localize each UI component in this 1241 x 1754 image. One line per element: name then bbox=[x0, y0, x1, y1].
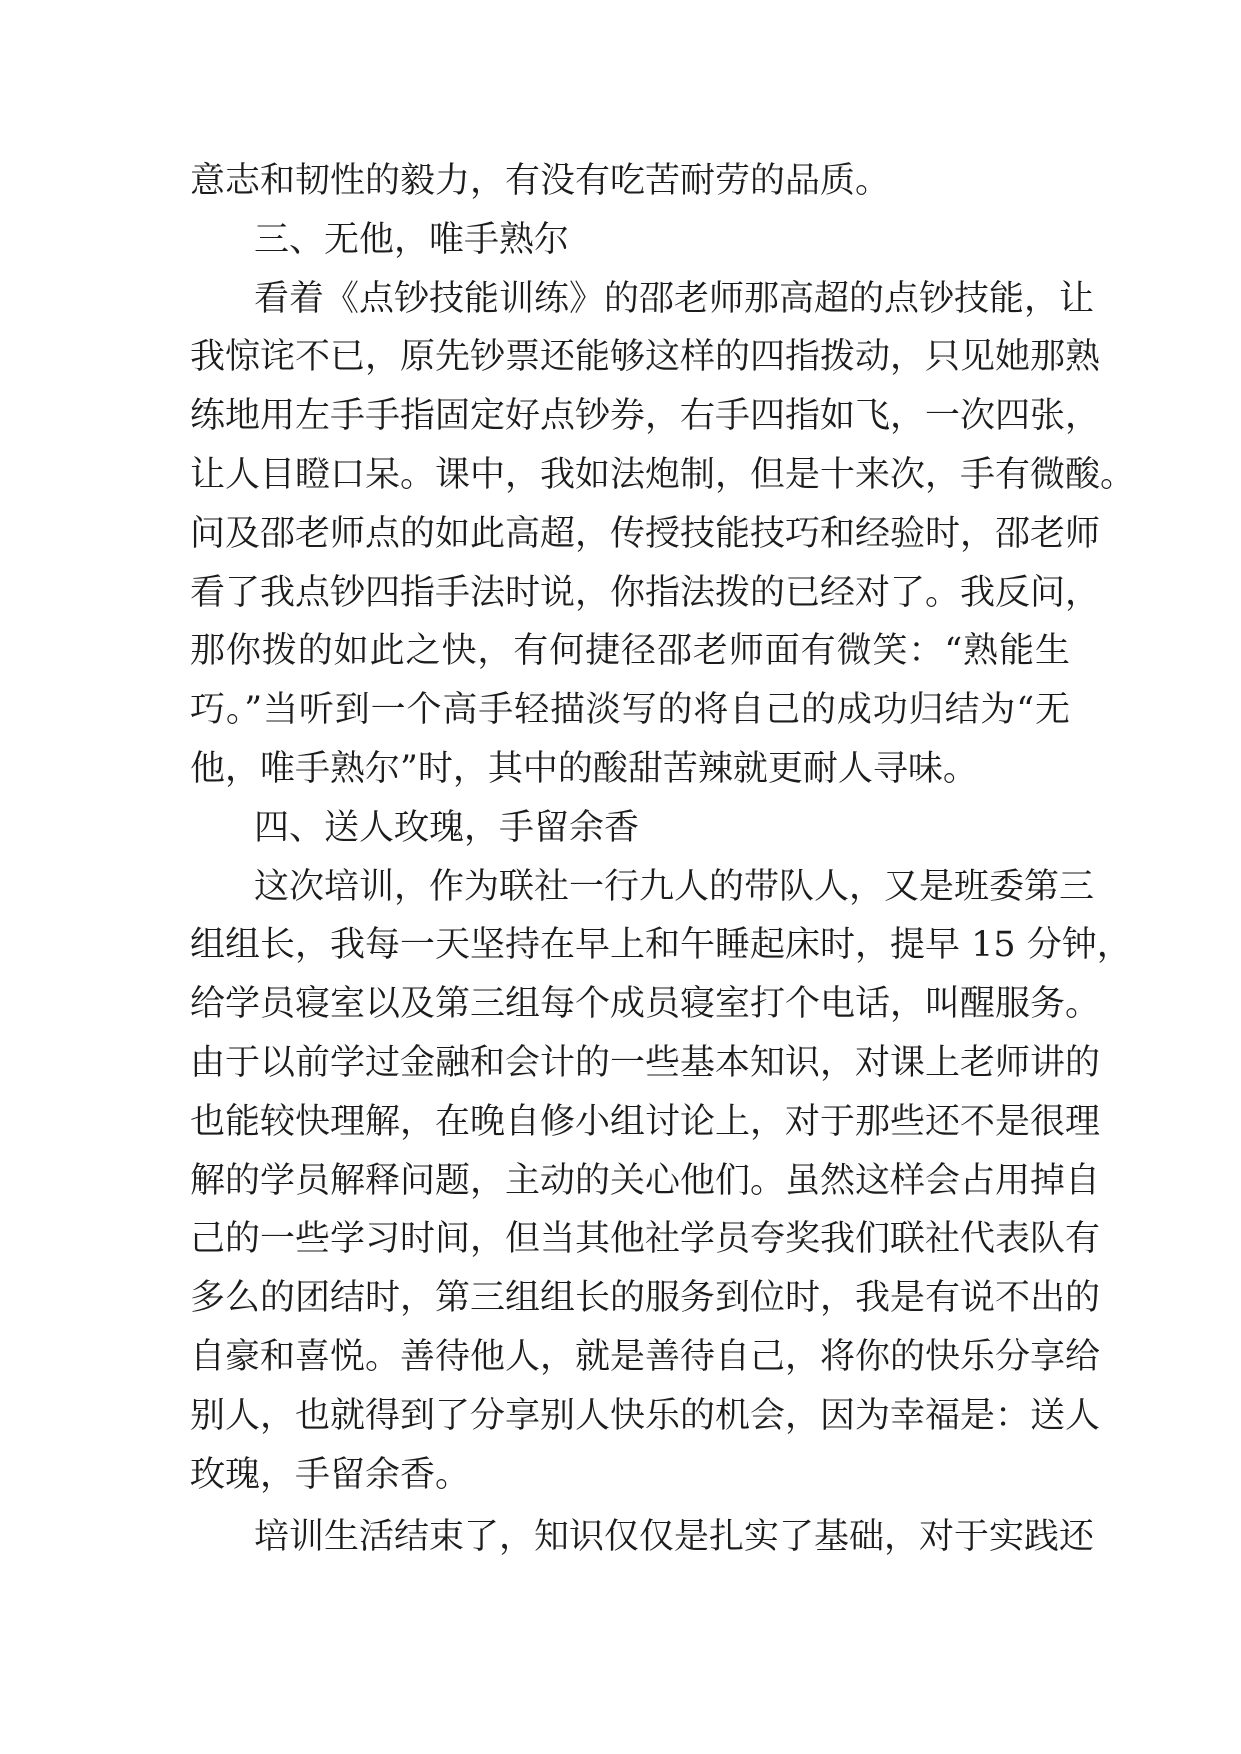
paragraph-line: 那你拨的如此之快，有何捷径邵老师面有微笑：“熟能生 bbox=[190, 631, 1070, 672]
paragraph-line: 己的一些学习时间，但当其他社学员夸奖我们联社代表队有 bbox=[190, 1219, 1101, 1260]
paragraph-line: 别人，也就得到了分享别人快乐的机会，因为幸福是：送人 bbox=[190, 1395, 1101, 1436]
paragraph-line: 问及邵老师点的如此高超，传授技能技巧和经验时，邵老师 bbox=[190, 513, 1101, 554]
paragraph-line: 由于以前学过金融和会计的一些基本知识，对课上老师讲的 bbox=[190, 1042, 1101, 1083]
paragraph-line: 巧。”当听到一个高手轻描淡写的将自己的成功归结为“无 bbox=[190, 690, 1070, 731]
paragraph-line: 我惊诧不已，原先钞票还能够这样的四指拨动，只见她那熟 bbox=[190, 337, 1101, 378]
paragraph-line: 练地用左手手指固定好点钞券，右手四指如飞，一次四张， bbox=[190, 396, 1101, 437]
paragraph-line: 组组长，我每一天坚持在早上和午睡起床时，提早 15 分钟， bbox=[190, 925, 1132, 966]
section-heading-3: 三、无他，唯手熟尔 bbox=[254, 219, 570, 260]
paragraph-line: 给学员寝室以及第三组每个成员寝室打个电话，叫醒服务。 bbox=[190, 984, 1101, 1025]
paragraph-line: 培训生活结束了，知识仅仅是扎实了基础，对于实践还 bbox=[254, 1517, 1095, 1558]
paragraph-line: 他，唯手熟尔”时，其中的酸甜苦辣就更耐人寻味。 bbox=[190, 748, 978, 789]
paragraph-line: 这次培训，作为联社一行九人的带队人，又是班委第三 bbox=[254, 866, 1095, 907]
paragraph-line: 玫瑰，手留余香。 bbox=[190, 1454, 471, 1495]
paragraph-line: 解的学员解释问题，主动的关心他们。虽然这样会占用掉自 bbox=[190, 1160, 1101, 1201]
section-heading-4: 四、送人玫瑰，手留余香 bbox=[254, 807, 640, 848]
paragraph-line: 看了我点钞四指手法时说，你指法拨的已经对了。我反问， bbox=[190, 572, 1101, 613]
paragraph-line: 也能较快理解，在晚自修小组讨论上，对于那些还不是很理 bbox=[190, 1101, 1101, 1142]
paragraph-line: 看着《点钞技能训练》的邵老师那高超的点钞技能，让 bbox=[254, 278, 1095, 319]
paragraph-line: 让人目瞪口呆。课中，我如法炮制，但是十来次，手有微酸。 bbox=[190, 454, 1136, 495]
paragraph-line: 意志和韧性的毅力，有没有吃苦耐劳的品质。 bbox=[190, 161, 891, 201]
paragraph-line: 多么的团结时，第三组组长的服务到位时，我是有说不出的 bbox=[190, 1278, 1101, 1319]
paragraph-line: 自豪和喜悦。善待他人，就是善待自己，将你的快乐分享给 bbox=[190, 1336, 1101, 1377]
document-body bbox=[190, 152, 1136, 1567]
